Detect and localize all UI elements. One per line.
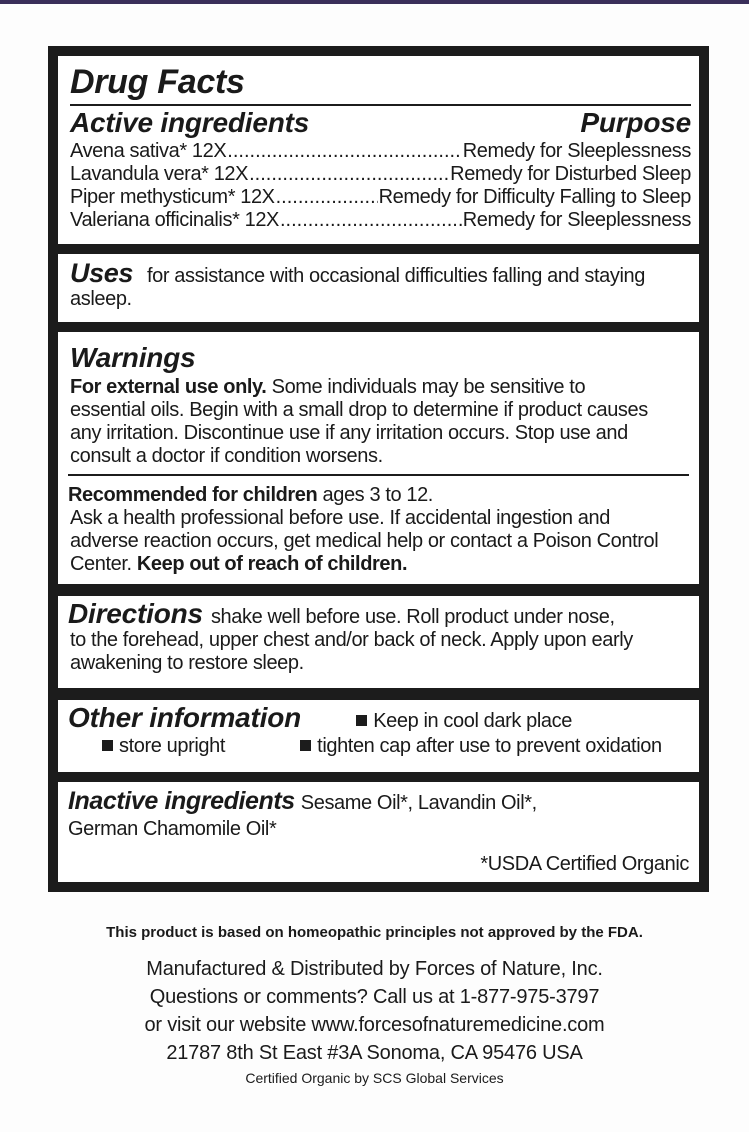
bullet-icon [300,740,311,751]
top-border [0,0,749,4]
ingredient-name: Lavandula vera* 12X [70,163,249,185]
warnings-heading: Warnings [70,342,196,373]
manufacturer-info [0,955,749,1067]
other-information-heading: Other information [68,702,302,733]
drug-facts-panel [48,46,709,892]
ingredient-purpose: Remedy for Difficulty Falling to Sleep [378,186,691,208]
directions-box [58,596,699,688]
warnings-line: Some individuals may be sensitive to [271,376,586,398]
active-ingredients-list [66,140,691,232]
dot-leader [249,163,449,186]
inactive-ingredients-heading: Inactive ingredients [68,787,295,815]
ingredient-name: Avena sativa* 12X [70,140,227,162]
active-ingredient-row [70,163,691,186]
ingredient-name: Piper methysticum* 12X [70,186,275,208]
uses-line: asleep. [70,288,132,310]
ask-line: Ask a health professional before use. If accidental ingestion and [70,507,610,529]
uses-line: for assistance with occasional difficulties falling and staying [146,265,645,287]
manufacturer-line: Manufactured & Distributed by Forces of Nature, Inc. [146,958,603,980]
active-ingredient-row [70,209,691,232]
drug-facts-title: Drug Facts [70,63,245,101]
certified-organic-note: Certified Organic by SCS Global Services [245,1070,504,1086]
ask-line: adverse reaction occurs, get medical help or contact a Poison Control [70,530,659,552]
other-info-line [68,735,689,758]
other-item: store upright [102,735,225,757]
ingredient-name: Valeriana officinalis* 12X [70,209,279,231]
questions-line: Questions or comments? Call us at 1-877-975-3797 [149,986,600,1008]
active-ingredients-heading: Active ingredients [70,107,310,138]
directions-line: awakening to restore sleep. [70,652,304,674]
other-information-box [58,700,699,772]
warnings-line: consult a doctor if condition worsens. [70,445,383,467]
dot-leader [280,209,462,232]
children-text [68,484,689,576]
dot-leader [227,140,461,163]
active-header-row [66,106,691,140]
inactive-line: German Chamomile Oil* [68,818,277,840]
purpose-heading: Purpose [580,107,691,138]
warnings-box [58,332,699,584]
address-line: 21787 8th St East #3A Sonoma, CA 95476 USA [166,1042,583,1064]
directions-line: shake well before use. Roll product under nose, [210,606,615,628]
children-ages: ages 3 to 12. [322,484,433,506]
website-line: or visit our website www.forcesofnaturemedicine.com [144,1014,605,1036]
usda-note: *USDA Certified Organic [480,853,689,875]
directions-line: to the forehead, upper chest and/or back of neck. Apply upon early [70,629,633,651]
inactive-line: Sesame Oil*, Lavandin Oil*, [300,792,537,814]
warnings-line: essential oils. Begin with a small drop to determine if product causes [70,399,648,421]
bullet-icon [356,715,367,726]
warnings-text [70,376,689,468]
other-item: tighten cap after use to prevent oxidation [300,735,662,757]
warnings-line: any irritation. Discontinue use if any irritation occurs. Stop use and [70,422,628,444]
inactive-text [68,787,689,815]
uses-heading: Uses [70,258,133,288]
other-item: Keep in cool dark place [356,710,572,732]
ingredient-purpose: Remedy for Disturbed Sleep [450,163,691,185]
children-label: Recommended for children [68,484,318,506]
fda-disclaimer: This product is based on homeopathic principles not approved by the FDA. [106,924,643,941]
ingredient-purpose: Remedy for Sleeplessness [462,140,691,162]
external-use-label: For external use only. [70,376,267,398]
active-ingredient-row [70,186,691,209]
uses-box [58,254,699,322]
keep-out-label: Keep out of reach of children. [136,553,408,575]
inactive-ingredients-box [58,782,699,882]
active-ingredients-box [58,56,699,244]
bullet-icon [102,740,113,751]
ask-line: Center. Keep out of reach of children. [70,553,408,575]
warnings-divider [68,474,689,476]
active-ingredient-row [70,140,691,163]
directions-heading: Directions [68,598,203,629]
dot-leader [276,186,378,209]
uses-text [70,258,689,288]
directions-text [68,598,689,629]
other-info-line [68,702,689,733]
ingredient-purpose: Remedy for Sleeplessness [462,209,691,231]
